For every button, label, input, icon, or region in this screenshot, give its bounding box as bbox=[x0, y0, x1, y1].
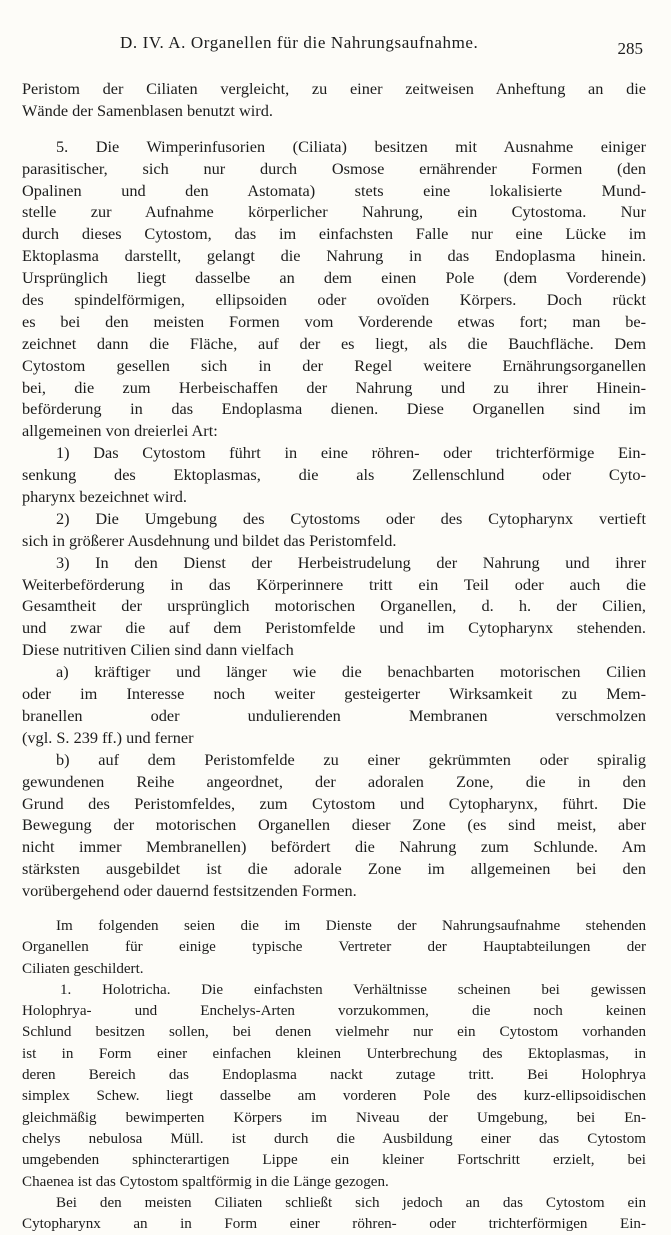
paragraph-gap bbox=[22, 122, 646, 136]
text-line: umgebenden sphincterartigen Lippe ein kleiner Fortschritt erzielt, bei bbox=[22, 1152, 646, 1169]
text-line: stärksten ausgebildet ist die adorale Zone im allgemeinen bei den bbox=[22, 859, 646, 879]
text-line: 1) Das Cytostom führt in eine röhren- oder trichterförmige Ein- bbox=[56, 443, 646, 463]
text-line: chelys nebulosa Müll. ist durch die Ausbildung einer das Cytostom bbox=[22, 1130, 646, 1147]
text-line: Weiterbeförderung in das Körperinnere tritt ein Teil oder auch die bbox=[22, 574, 646, 594]
text-line: 2) Die Umgebung des Cytostoms oder des Cytopharynx vertieft bbox=[56, 508, 646, 528]
text-line: b) auf dem Peristomfelde zu einer gekrümmten oder spiralig bbox=[56, 749, 646, 769]
page-body bbox=[22, 78, 646, 1235]
text-line: Im folgenden seien die im Dienste der Nahrungsaufnahme stehenden bbox=[56, 917, 646, 934]
text-line: 3) In den Dienst der Herbeistrudelung der Nahrung und ihrer bbox=[56, 552, 646, 572]
paragraph-cytopharynx bbox=[22, 1193, 646, 1235]
text-line: parasitischer, sich nur durch Osmose ernährender Formen (den bbox=[22, 158, 646, 178]
text-line: senkung des Ektoplasmas, die als Zellenschlund oder Cyto- bbox=[22, 465, 646, 485]
text-line: Bei den meisten Ciliaten schließt sich jedoch an das Cytostom ein bbox=[56, 1194, 646, 1211]
text-line: a) kräftiger und länger wie die benachbarten motorischen Cilien bbox=[56, 662, 646, 682]
text-line: durch dieses Cytostom, das im einfachsten Falle nur eine Lücke im bbox=[22, 224, 646, 244]
text-line: oder im Interesse noch weiter gesteigerter Wirksamkeit zu Mem- bbox=[22, 684, 646, 704]
running-title: D. IV. A. Organellen für die Nahrungsaufnahme. bbox=[120, 33, 479, 52]
paragraph-ciliata bbox=[22, 136, 646, 442]
text-line: Cytostom gesellen sich in der Regel weitere Ernährungsorganellen bbox=[22, 355, 646, 375]
text-line: Chaenea ist das Cytostom spaltförmig in die Länge gezogen. bbox=[22, 1173, 389, 1190]
small-print-section bbox=[22, 916, 646, 1235]
text-line: vorübergehend oder dauernd festsitzenden Formen. bbox=[22, 881, 357, 901]
text-line: und zwar die auf dem Peristomfelde und im Cytopharynx stehenden. bbox=[22, 618, 646, 638]
text-line: beförderung in das Endoplasma dienen. Diese Organellen sind im bbox=[22, 399, 646, 419]
text-line: gewundenen Reihe angeordnet, der adoralen Zone, die in den bbox=[22, 771, 646, 791]
text-line: branellen oder undulierenden Membranen verschmolzen bbox=[22, 705, 646, 725]
text-line: Wände der Samenblasen benutzt wird. bbox=[22, 100, 273, 120]
text-line: sich in größerer Ausdehnung und bildet das Peristomfeld. bbox=[22, 530, 397, 550]
text-line: deren Bereich das Endoplasma nackt zutage tritt. Bei Holophrya bbox=[22, 1067, 646, 1084]
paragraph-gap bbox=[22, 902, 646, 916]
paragraph-intro bbox=[22, 916, 646, 980]
text-line: pharynx bezeichnet wird. bbox=[22, 487, 188, 507]
list-item-b bbox=[22, 749, 646, 902]
text-line: stelle zur Aufnahme körperlicher Nahrung, ein Cytostoma. Nur bbox=[22, 202, 646, 222]
text-line: simplex Schew. liegt dasselbe am vorderen Pole des kurz-ellipsoidischen bbox=[22, 1088, 646, 1105]
page-number: 285 bbox=[617, 39, 643, 58]
text-line: Bewegung der motorischen Organellen dieser Zone (es sind meist, aber bbox=[22, 815, 646, 835]
text-line: nicht immer Membranellen) befördert die Nahrung zum Schlunde. Am bbox=[22, 837, 646, 857]
text-line: Gesamtheit der ursprünglich motorischen Organellen, d. h. der Cilien, bbox=[22, 596, 646, 616]
text-line: gleichmäßig bewimperten Körpers im Niveau der Umgebung, bei En- bbox=[22, 1109, 646, 1126]
text-line: Ektoplasma darstellt, gelangt die Nahrung in das Endoplasma hinein. bbox=[22, 246, 646, 266]
list-item-3 bbox=[22, 552, 646, 661]
text-line: Peristom der Ciliaten vergleicht, zu einer zeitweisen Anheftung an die bbox=[22, 79, 646, 98]
text-line: Holophrya- und Enchelys-Arten vorzukommen, die noch keinen bbox=[22, 1003, 646, 1020]
text-line: 5. Die Wimperinfusorien (Ciliata) besitzen mit Ausnahme einiger bbox=[56, 136, 646, 156]
text-line: Ursprünglich liegt dasselbe an dem einen Pole (dem Vorderende) bbox=[22, 268, 646, 288]
text-line: Diese nutritiven Cilien sind dann vielfach bbox=[22, 640, 294, 660]
page-header bbox=[0, 33, 671, 63]
paragraph-peristom-continuation bbox=[22, 78, 646, 122]
list-item-2 bbox=[22, 508, 646, 552]
text-line: Organellen für einige typische Vertreter der Hauptabteilungen der bbox=[22, 939, 646, 956]
text-line: Cytopharynx an in Form einer röhren- oder trichterförmigen Ein- bbox=[22, 1216, 646, 1233]
list-item-1 bbox=[22, 442, 646, 508]
text-line: bei, die zum Herbeischaffen der Nahrung und zu ihrer Hinein- bbox=[22, 377, 646, 397]
text-line: Grund des Peristomfeldes, zum Cytostom und Cytopharynx, führt. Die bbox=[22, 793, 646, 813]
text-line: Schlund besitzen sollen, bei denen vielmehr nur ein Cytostom vorhanden bbox=[22, 1024, 646, 1041]
text-line: allgemeinen von dreierlei Art: bbox=[22, 421, 218, 441]
text-line: ist in Form einer einfachen kleinen Unterbrechung des Ektoplasmas, in bbox=[22, 1045, 646, 1062]
text-line: 1. Holotricha. Die einfachsten Verhältnisse scheinen bei gewissen bbox=[60, 981, 646, 998]
text-line: Ciliaten geschildert. bbox=[22, 960, 144, 977]
text-line: Opalinen und den Astomata) stets eine lokalisierte Mund- bbox=[22, 180, 646, 200]
paragraph-holotricha bbox=[22, 980, 646, 1193]
text-line: (vgl. S. 239 ff.) und ferner bbox=[22, 727, 194, 747]
text-line: zeichnet dann die Fläche, auf der es liegt, als die Bauchfläche. Dem bbox=[22, 333, 646, 353]
list-item-a bbox=[22, 661, 646, 749]
text-line: des spindelförmigen, ellipsoiden oder ovoïden Körpers. Doch rückt bbox=[22, 290, 646, 310]
text-line: es bei den meisten Formen vom Vorderende etwas fort; man be- bbox=[22, 311, 646, 331]
